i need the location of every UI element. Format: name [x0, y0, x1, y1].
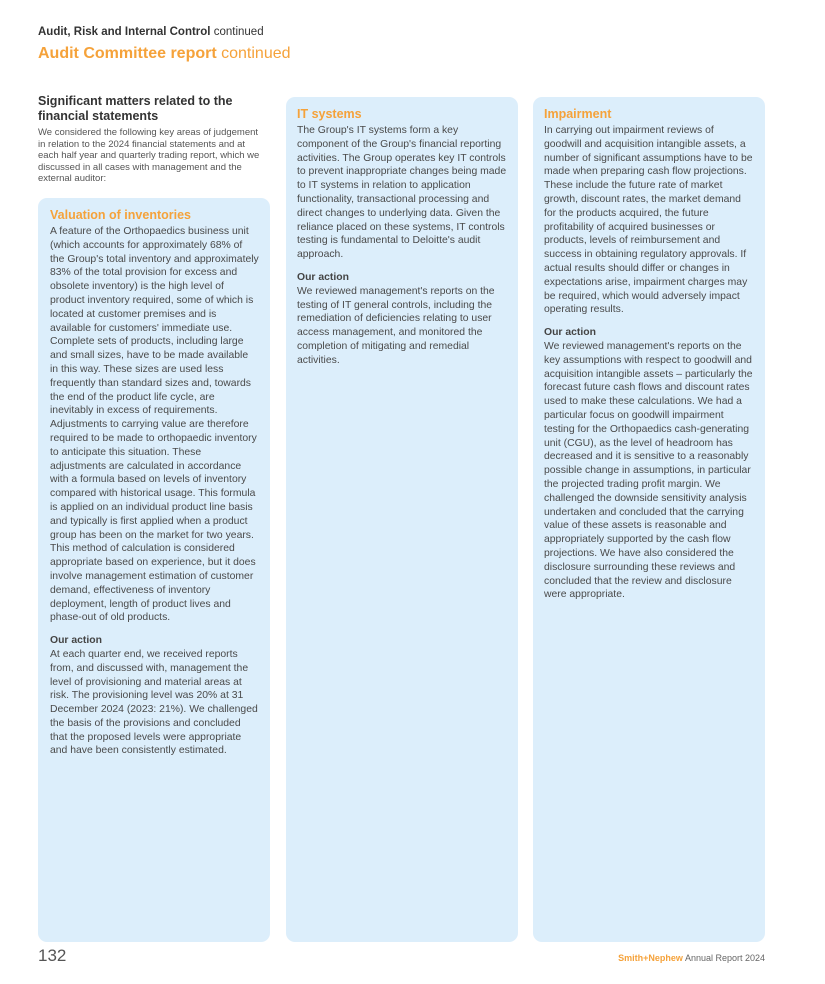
panel-action-text: We reviewed management's reports on the testing of IT general controls, including the remediation of deficiencies relating to user access management, and monitored the completion of mitigating and remedial activities. — [297, 285, 495, 366]
panel-it-systems — [286, 97, 518, 942]
brand-name: Smith+Nephew — [618, 953, 683, 963]
panel-action-text: We reviewed management's reports on the key assumptions with respect to goodwill and acquisition intangible assets – particularly the forecast future cash flows and discount rates used to make these calculations. We had a particular focus on goodwill impairment testing for the Orthopaedics cash-generating unit (CGU), as the level of headroom has decreased and it is sensitive to a reasonably possible change in assumptions, in particular the projected trading profit margin. We challenged the downside sensitivity analysis undertaken and concluded that the carrying value of these assets is reasonable and appropriately supported by the cash flow projections. We have also considered the disclosure surrounding these reviews and concluded that the review and disclosure were appropriate. — [544, 340, 753, 601]
panel-title: Valuation of inventories — [50, 208, 191, 222]
panel-impairment — [533, 97, 765, 942]
panel-action-heading: Our action — [544, 327, 596, 339]
panel-action-heading: Our action — [50, 635, 102, 647]
page-number: 132 — [38, 946, 67, 965]
intro-block — [38, 94, 268, 185]
panel-valuation-of-inventories — [38, 198, 270, 942]
footer-brand-line — [618, 953, 765, 963]
panel-action-text: At each quarter end, we received reports from, and discussed with, management the level of provisioning and material areas at risk. The provisioning level was 20% at 31 December 2024 (2023: 21%). We challenged the basis of the provisions and concluded that the proposed levels were appropriate and have been consistently estimated. — [50, 648, 258, 757]
panel-title: IT systems — [297, 107, 362, 121]
panel-body: The Group's IT systems form a key component of the Group's financial reporting activities. The Group operates key IT controls to prevent inappropriate changes being made to IT systems in relation to application functionality, transactional processing and direct changes to underlying data. Given the reliance placed on these systems, IT controls testing is fundamental to Deloitte's audit approach. — [297, 125, 507, 261]
panel-title: Impairment — [544, 107, 612, 121]
intro-heading: Significant matters related to the financial statements — [38, 94, 233, 123]
page-title-continued: continued — [221, 45, 291, 62]
section-header — [38, 26, 264, 38]
panel-body: In carrying out impairment reviews of goodwill and acquisition intangible assets, a number of significant assumptions have to be made when preparing cash flow projections. These include the future rate of market growth, discount rates, the market demand for the products acquired, the future profitability of acquired businesses or products, levels of reimbursement and success in obtaining regulatory approvals. If actual results should differ or changes in expectations arise, impairment charges may be required, which would adversely impact operating results. — [544, 125, 753, 316]
intro-text: We considered the following key areas of judgement in relation to the 2024 financial statements and at each half year and quarterly trading report, which we discussed in all cases with management and the external auditor: — [38, 127, 260, 184]
panel-action-heading: Our action — [297, 271, 349, 283]
section-continued: continued — [213, 26, 264, 38]
panel-body: A feature of the Orthopaedics business unit (which accounts for approximately 68% of the Group's total inventory and approximately 83% of the total provision for excess and obsolete inventory) is the high level of product inventory required, some of which is located at customer premises and is available for customers' immediate use. Complete sets of products, including large and small sizes, have to be made available in this way. These sizes are used less frequently than standard sizes and, towards the end of the product life cycle, are inevitably in excess of requirements. Adjustments to carrying value are therefore required to be made to orthopaedic inventory to anticipate this situation. These adjustments are calculated in accordance with a formula based on levels of inventory compared with historical usage. This formula is applied on an individual product line basis and typically is first applied when a product group has been on the market for two years. This method of calculation is considered appropriate based on experience, but it does involve management estimation of customer demand, effectiveness of inventory deployment, length of product lives and phase-out of old products. — [50, 226, 259, 624]
report-name: Annual Report 2024 — [684, 953, 765, 963]
page-title-bold: Audit Committee report — [38, 45, 217, 62]
section-name: Audit, Risk and Internal Control — [38, 26, 211, 38]
page-title — [38, 45, 291, 63]
